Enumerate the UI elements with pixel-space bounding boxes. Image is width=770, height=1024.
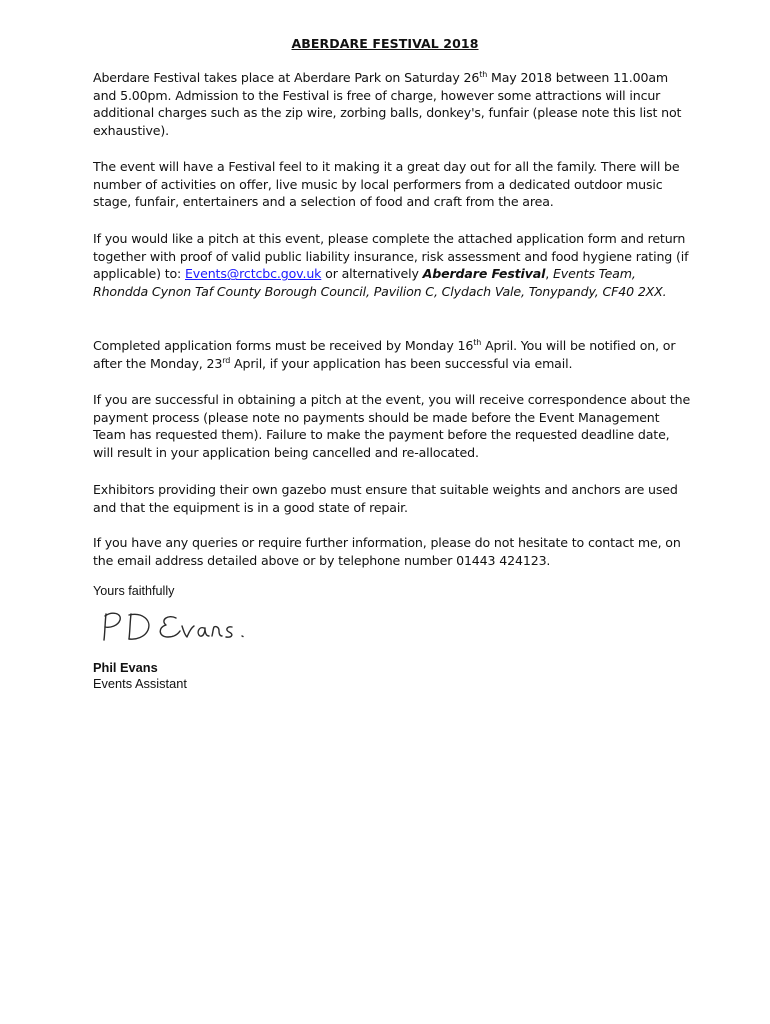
deadline-suffix-1: th — [473, 338, 482, 347]
pitch-text-b: or alternatively — [321, 266, 423, 282]
pitch-text-a: If you would like a pitch at this event, please complete the attached application form and return together with proof of valid public liability insurance, risk assessment and food hygiene rating (if applicable) to: — [93, 231, 689, 282]
organiser-name: Aberdare Festival — [422, 266, 546, 282]
intro-text-b: May 2018 between 11.00am and 5.00pm. Admission to the Festival is free of charge, however some attractions will incur additional charges such as the zip wire, zorbing balls, donkey's, funfair (please note this list not exhaustive). — [93, 70, 682, 139]
deadline-text-a: Completed application forms must be received by Monday 16 — [93, 338, 474, 353]
paragraph-event-description — [93, 158, 693, 211]
closing-salutation: Yours faithfully — [93, 584, 175, 598]
paragraph-gazebo — [93, 481, 693, 516]
payment-text: If you are successful in obtaining a pitch at the event, you will receive correspondence about the payment process (please note no payments should be made before the Event Management Team has requested them). Failure to make the payment before the requested deadline date, will result in your application being cancelled and re-allocated. — [93, 392, 691, 461]
gazebo-text: Exhibitors providing their own gazebo must ensure that suitable weights and anchors are used and that the equipment is in a good state of repair. — [93, 482, 678, 515]
paragraph-intro — [93, 69, 693, 140]
event-description-text: The event will have a Festival feel to it making it a great day out for all the family. There will be number of activities on offer, live music by local performers from a dedicated outdoor music stage, funfair, entertainers and a selection of food and craft from the area. — [93, 159, 680, 210]
deadline-text-c: April, if your application has been successful via email. — [230, 355, 573, 371]
postal-address: Events Team, Rhondda Cynon Taf County Borough Council, Pavilion C, Clydach Vale, Tonypandy, CF40 2XX. — [93, 266, 667, 300]
contact-text: If you have any queries or require further information, please do not hesitate to contact me, on the email address detailed above or by telephone number 01443 424123. — [93, 535, 681, 568]
paragraph-deadlines — [93, 337, 693, 372]
intro-text-a: Aberdare Festival takes place at Aberdare Park on Saturday 26 — [93, 70, 480, 85]
letter-title: ABERDARE FESTIVAL 2018 — [291, 36, 479, 51]
pitch-text-c: , — [545, 266, 550, 282]
deadline-text-b: April. You will be notified on, or after the Monday, 23 — [93, 338, 676, 371]
deadline-suffix-2: rd — [222, 355, 231, 365]
handwritten-signature — [96, 606, 256, 648]
signer-name: Phil Evans — [93, 660, 158, 675]
paragraph-payment — [93, 391, 693, 462]
paragraph-pitch-application — [93, 230, 693, 301]
signer-title: Events Assistant — [93, 676, 187, 691]
intro-ordinal-suffix: th — [479, 70, 488, 79]
email-link[interactable]: Events@rctcbc.gov.uk — [185, 266, 322, 282]
paragraph-contact — [93, 534, 693, 569]
